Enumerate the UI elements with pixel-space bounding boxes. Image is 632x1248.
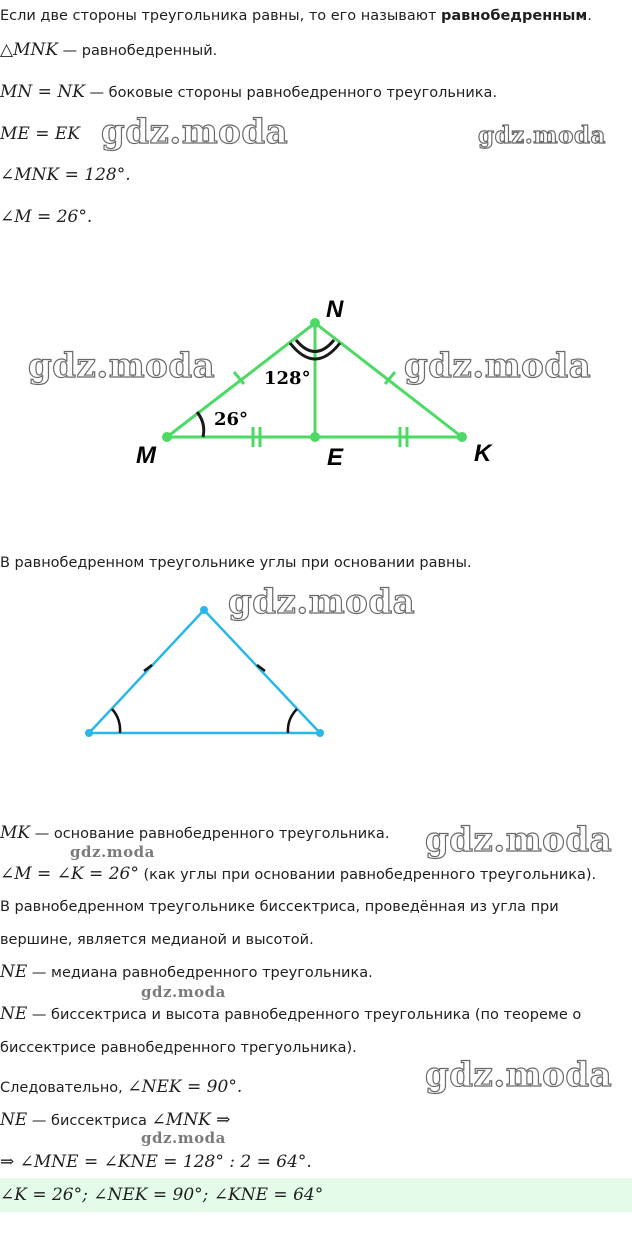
watermark: gdz.moda [70, 843, 155, 861]
watermark: gdz.moda [425, 1055, 613, 1095]
angle-arc-left [112, 709, 120, 733]
math-answer: ∠K = 26°; ∠NEK = 90°; ∠KNE = 64° [0, 1185, 324, 1205]
watermark: gdz.moda [101, 112, 289, 152]
statement-sides [0, 82, 497, 103]
statement-angle-m [0, 207, 92, 228]
statement-conclusion [0, 1077, 242, 1098]
statement-text: — биссектриса и высота равнобедренного треугольника (по теореме о [27, 1007, 582, 1023]
statement-text: — боковые стороны равнобедренного треугольника. [84, 85, 498, 101]
statement-isosceles [0, 40, 217, 61]
math-half-angle: ⇒ ∠MNE = ∠KNE = 128° : 2 = 64°. [0, 1152, 312, 1172]
vertex-point [85, 729, 93, 737]
statement-text: вершине, является медианой и высотой. [0, 932, 314, 948]
watermark: gdz.moda [425, 820, 613, 860]
math-me-ek: ME = EK [0, 124, 80, 144]
math-angle-mnk-implies: ∠MNK ⇒ [151, 1110, 231, 1130]
side-left [89, 610, 204, 733]
math-mk: MK [0, 823, 31, 843]
math-ne: NE [0, 962, 28, 982]
statement-angle-n [0, 165, 131, 186]
watermark: gdz.moda [141, 1129, 226, 1147]
statement-base [0, 823, 389, 844]
definition-end: . [587, 8, 592, 24]
label-n: N [326, 296, 344, 323]
math-ne: NE [0, 1110, 28, 1130]
statement-base-angles [0, 553, 472, 573]
watermark: gdz.moda [28, 346, 216, 386]
math-triangle: △MNK [0, 40, 59, 60]
statement-text: Следовательно, [0, 1080, 128, 1096]
math-angles-equal: ∠M = ∠K = 26° [0, 864, 139, 884]
vertex-point [200, 606, 208, 614]
math-ne: NE [0, 1004, 28, 1024]
statement-bisector-height [0, 1004, 581, 1025]
statement-half-angle [0, 1152, 312, 1173]
definition-term: равнобедренным [441, 8, 588, 24]
statement-theorem-ref [0, 1038, 357, 1058]
label-m: M [136, 442, 156, 469]
label-k: K [474, 440, 492, 467]
statement-bisector-2 [0, 930, 314, 950]
math-angle-m: ∠M = 26°. [0, 207, 93, 227]
angle-arc-m [197, 412, 204, 437]
watermark: gdz.moda [228, 582, 416, 622]
statement-text: — медиана равнобедренного треугольника. [27, 965, 373, 981]
statement-bisector-1 [0, 897, 559, 917]
statement-text: (как углы при основании равнобедренного треугольника). [138, 867, 597, 883]
side-right [204, 610, 320, 733]
isosceles-triangle-lines [85, 606, 324, 737]
definition-text: Если две стороны треугольника равны, то его называют [0, 8, 441, 24]
statement-base-angles-equal [0, 864, 596, 885]
statement-text: биссектрисе равнобедренного трегуольника). [0, 1040, 357, 1056]
intro-definition [0, 6, 592, 26]
statement-median [0, 962, 373, 983]
label-e: E [327, 444, 344, 471]
statement-text: — биссектриса [27, 1113, 152, 1129]
statement-text: — равнобедренный. [58, 43, 218, 59]
vertex-point [316, 729, 324, 737]
angle-m-label: 26° [214, 409, 249, 430]
vertex-point [310, 432, 320, 442]
vertex-point [310, 318, 320, 328]
answer-box [0, 1178, 632, 1212]
math-sides: MN = NK [0, 82, 85, 102]
watermark: gdz.moda [478, 122, 606, 149]
watermark: gdz.moda [141, 983, 226, 1001]
statement-text: В равнобедренном треугольнике углы при основании равны. [0, 555, 472, 571]
statement-text: В равнобедренном треугольнике биссектриса, проведённая из угла при [0, 899, 559, 915]
math-angle-mnk: ∠MNK = 128°. [0, 165, 131, 185]
vertex-point [162, 432, 172, 442]
watermark: gdz.moda [404, 346, 592, 386]
statement-median-equal [0, 124, 80, 145]
answer-line [0, 1185, 323, 1206]
statement-bisector-mnk [0, 1110, 230, 1131]
angle-n-label: 128° [264, 368, 311, 389]
vertex-point [457, 432, 467, 442]
statement-text: — основание равнобедренного треугольника. [30, 826, 390, 842]
math-angle-nek: ∠NEK = 90°. [127, 1077, 243, 1097]
angle-arc-right [288, 709, 297, 733]
